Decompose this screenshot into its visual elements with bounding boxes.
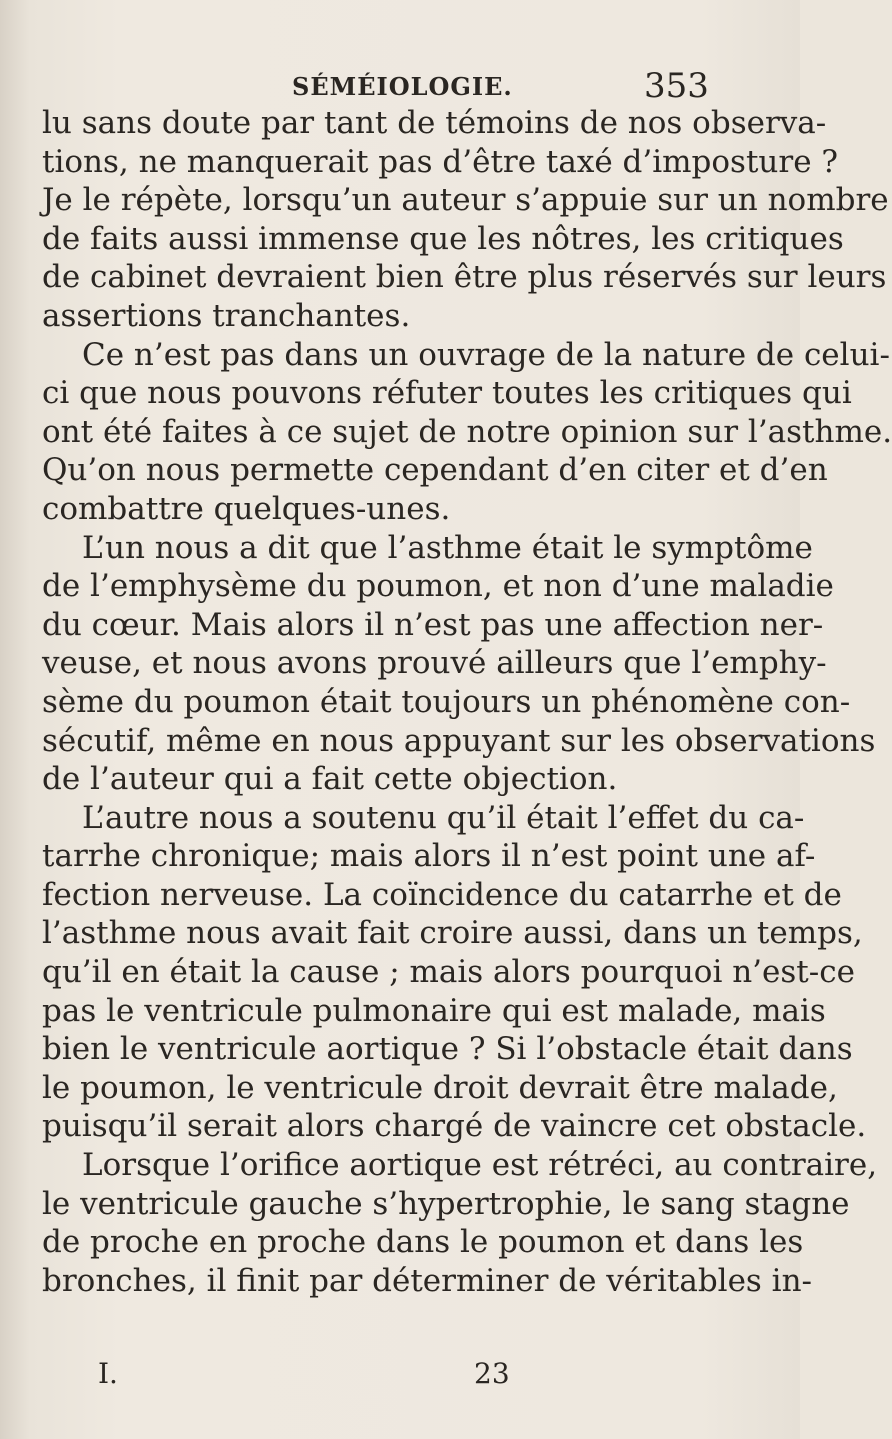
text-line: lu sans doute par tant de témoins de nos observa- xyxy=(42,105,827,141)
text-line: bronches, il finit par déterminer de véritables in- xyxy=(42,1262,813,1299)
text-line: tions, ne manquerait pas d’être taxé d’imposture ? xyxy=(42,143,839,180)
text-line: puisqu’il serait alors chargé de vaincre cet obstacle. xyxy=(42,1108,867,1145)
signature-mark: I. xyxy=(98,1357,118,1390)
running-title: SÉMÉIOLOGIE. xyxy=(292,72,513,101)
text-line: fection nerveuse. La coïncidence du catarrhe et de xyxy=(42,876,842,913)
text-line: L’autre nous a soutenu qu’il était l’effet du ca- xyxy=(82,799,805,836)
text-line: sécutif, même en nous appuyant sur les observations xyxy=(42,722,876,759)
text-line: tarrhe chronique; mais alors il n’est point une af- xyxy=(42,838,816,875)
text-line: de cabinet devraient bien être plus réservés sur leurs xyxy=(42,259,887,296)
text-line: Je le répète, lorsqu’un auteur s’appuie sur un nombre xyxy=(42,182,889,219)
page-number: 353 xyxy=(644,66,709,106)
text-line: de l’auteur qui a fait cette objection. xyxy=(42,761,618,798)
text-line: qu’il en était la cause ; mais alors pourquoi n’est-ce xyxy=(42,954,855,991)
text-line: sème du poumon était toujours un phénomène con- xyxy=(42,683,851,720)
body-text xyxy=(42,104,892,1300)
text-line: le poumon, le ventricule droit devrait être malade, xyxy=(42,1069,838,1106)
text-line: du cœur. Mais alors il n’est pas une affection ner- xyxy=(42,606,824,643)
text-line: de faits aussi immense que les nôtres, les critiques xyxy=(42,220,844,257)
text-line: pas le ventricule pulmonaire qui est malade, mais xyxy=(42,992,826,1029)
page-footer xyxy=(0,1357,800,1397)
text-line: Ce n’est pas dans un ouvrage de la nature de celui- xyxy=(82,336,890,373)
text-line: assertions tranchantes. xyxy=(42,297,411,334)
text-line: Qu’on nous permette cependant d’en citer et d’en xyxy=(42,452,828,489)
text-line: le ventricule gauche s’hypertrophie, le sang stagne xyxy=(42,1185,850,1222)
text-line: de l’emphysème du poumon, et non d’une maladie xyxy=(42,568,834,605)
signature-number: 23 xyxy=(474,1357,510,1390)
text-line: ont été faites à ce sujet de notre opinion sur l’asthme. xyxy=(42,413,892,450)
text-line: veuse, et nous avons prouvé ailleurs que l’emphy- xyxy=(42,645,827,682)
text-line: ci que nous pouvons réfuter toutes les critiques qui xyxy=(42,375,852,412)
text-line: L’un nous a dit que l’asthme était le symptôme xyxy=(82,529,813,566)
text-line: Lorsque l’orifice aortique est rétréci, au contraire, xyxy=(82,1147,878,1184)
text-line: bien le ventricule aortique ? Si l’obstacle était dans xyxy=(42,1031,853,1068)
text-line: de proche en proche dans le poumon et dans les xyxy=(42,1224,804,1261)
text-line: combattre quelques-unes. xyxy=(42,490,451,527)
text-line: l’asthme nous avait fait croire aussi, dans un temps, xyxy=(42,915,863,952)
